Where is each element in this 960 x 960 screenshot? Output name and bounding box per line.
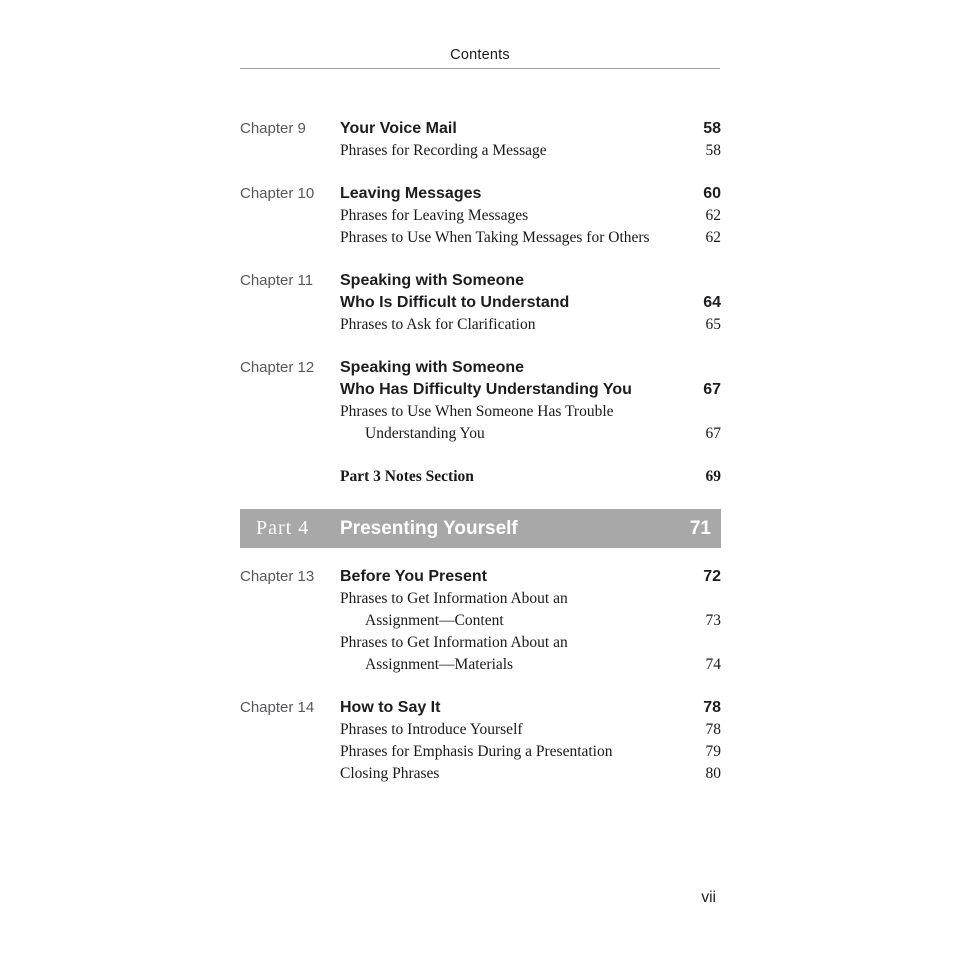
toc-rows: [340, 466, 721, 488]
toc-entry-page: 80: [705, 765, 721, 782]
part-banner: [240, 509, 721, 548]
toc-entry-text: Closing Phrases: [340, 765, 440, 782]
folio-page-number: vii: [701, 889, 716, 906]
toc-row: [340, 741, 721, 763]
chapter-block: [240, 183, 721, 249]
toc-rows: [340, 566, 721, 676]
chapter-block: [240, 697, 721, 785]
part-banner-title: Presenting Yourself: [340, 517, 518, 539]
toc-entry-page: [713, 270, 721, 292]
toc-entry-text: Phrases to Get Information About an: [340, 590, 568, 607]
chapter-block: [240, 357, 721, 445]
toc-entry-text: Who Has Difficulty Understanding You: [340, 381, 632, 398]
toc-rows: [340, 118, 721, 162]
toc-entry-page: 74: [705, 656, 721, 673]
toc-entry-text: Phrases to Get Information About an: [340, 634, 568, 651]
toc-entry-page: [713, 401, 721, 423]
toc-row: [340, 654, 721, 676]
toc-entry-page: [713, 632, 721, 654]
toc-entry-page: 79: [705, 743, 721, 760]
toc-entry-text: Phrases to Introduce Yourself: [340, 721, 523, 738]
toc-entry-page: 78: [705, 721, 721, 738]
toc-entry-text: Speaking with Someone: [340, 272, 525, 289]
toc-entry-text: Assignment—Content: [365, 612, 504, 629]
toc-entry-page: [713, 357, 721, 379]
chapter-block: [240, 118, 721, 162]
toc-entry-text: Understanding You: [365, 425, 485, 442]
toc-row: [340, 183, 721, 205]
toc-rows: [340, 357, 721, 445]
chapter-label: Chapter 11: [240, 272, 314, 289]
toc-row: [340, 292, 721, 314]
chapter-block: [240, 566, 721, 676]
toc-entry-page: 62: [705, 229, 721, 246]
toc-entry-page: 58: [703, 120, 721, 137]
toc-entry-page: 60: [703, 185, 721, 202]
toc-entry-text: Who Is Difficult to Understand: [340, 294, 570, 311]
toc-rows: [340, 270, 721, 336]
toc-row: [340, 270, 721, 292]
chapter-block: [240, 270, 721, 336]
toc-row: [340, 401, 721, 423]
toc-row: [340, 466, 721, 488]
page-header-title: Contents: [450, 47, 510, 63]
chapter-label: Chapter 9: [240, 120, 306, 137]
toc-entry-text: Phrases for Leaving Messages: [340, 207, 529, 224]
toc-entry-text: Phrases to Use When Someone Has Trouble: [340, 403, 614, 420]
toc-entry-text: Phrases for Emphasis During a Presentation: [340, 743, 613, 760]
toc-entry-page: 72: [703, 568, 721, 585]
toc-row: [340, 379, 721, 401]
toc-entry-page: [713, 588, 721, 610]
toc-entry-page: 62: [705, 207, 721, 224]
toc-rows: [340, 697, 721, 785]
toc-entry-page: 65: [705, 316, 721, 333]
chapter-label: Chapter 14: [240, 699, 315, 716]
toc-entry-text: Phrases to Use When Taking Messages for Others: [340, 229, 650, 246]
toc-row: [340, 610, 721, 632]
toc-entry-page: 78: [703, 699, 721, 716]
toc-entry-text: Part 3 Notes Section: [340, 468, 474, 485]
toc-row: [340, 632, 721, 654]
toc-entry-text: Before You Present: [340, 568, 488, 585]
running-head: [240, 47, 720, 69]
toc-row: [340, 140, 721, 162]
toc-row: [340, 763, 721, 785]
toc-row: [340, 314, 721, 336]
toc-entry-text: Phrases to Ask for Clarification: [340, 316, 536, 333]
toc-row: [340, 719, 721, 741]
toc-entry-text: Your Voice Mail: [340, 120, 457, 137]
toc-row: [340, 357, 721, 379]
chapter-label: Chapter 12: [240, 359, 315, 376]
toc-entry-page: 69: [705, 468, 721, 485]
part-banner-label: Part 4: [256, 517, 310, 539]
toc-row: [340, 227, 721, 249]
toc-entry-text: Assignment—Materials: [365, 656, 514, 673]
toc-row: [340, 205, 721, 227]
toc-row: [340, 118, 721, 140]
toc-row: [340, 566, 721, 588]
toc-rows: [340, 183, 721, 249]
toc-row: [340, 588, 721, 610]
toc-entry-text: Speaking with Someone: [340, 359, 525, 376]
toc-row: [340, 423, 721, 445]
toc: [240, 118, 721, 806]
toc-entry-text: Phrases for Recording a Message: [340, 142, 547, 159]
chapter-label: Chapter 13: [240, 568, 315, 585]
notes-block: [240, 466, 721, 488]
chapter-label: Chapter 10: [240, 185, 315, 202]
toc-entry-text: How to Say It: [340, 699, 441, 716]
toc-entry-page: 67: [703, 381, 721, 398]
chapter-label: [240, 466, 340, 488]
toc-entry-page: 64: [703, 294, 721, 311]
part-banner-page: 71: [689, 517, 711, 539]
toc-entry-page: 73: [705, 612, 721, 629]
toc-entry-page: 58: [705, 142, 721, 159]
toc-entry-text: Leaving Messages: [340, 185, 482, 202]
toc-entry-page: 67: [705, 425, 721, 442]
toc-row: [340, 697, 721, 719]
